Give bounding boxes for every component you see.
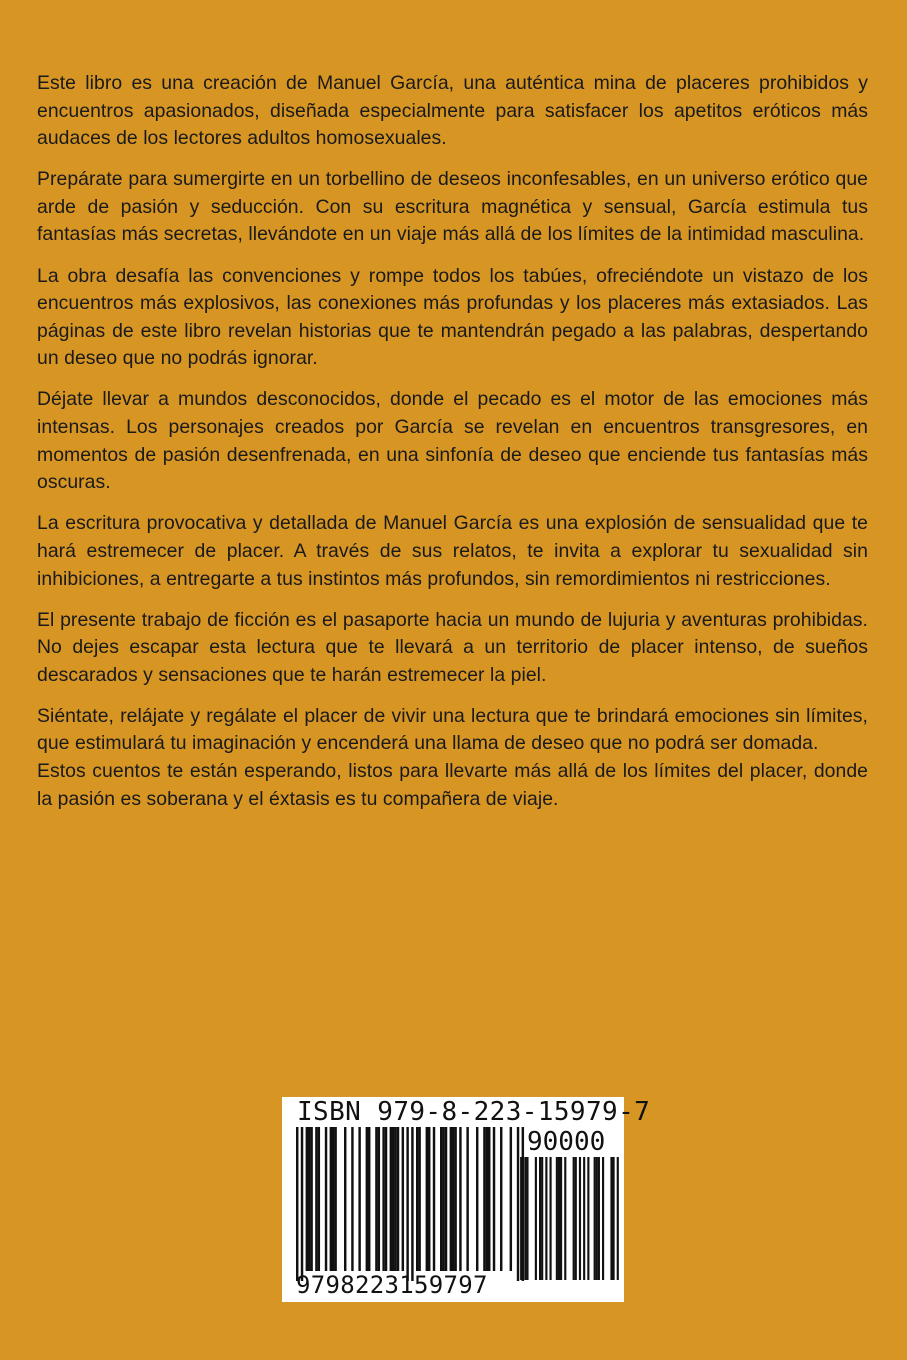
addon-bar <box>539 1157 541 1280</box>
blurb-paragraph-3: La obra desafía las convenciones y rompe todos los tabúes, ofreciéndote un vistazo de los encuentros más explosivos, las conexiones más profundas y los placeres más extasiados. Las páginas de este libro revelan historias que te mantendrán pegado a las palabras, despertando un deseo que no podrás ignorar. <box>37 264 868 370</box>
barcode-bar <box>394 1127 396 1271</box>
addon-bar <box>587 1157 589 1280</box>
addon-bar <box>535 1157 537 1280</box>
barcode-bar <box>378 1127 380 1271</box>
addon-bar <box>598 1157 600 1280</box>
barcode-bar <box>375 1127 377 1271</box>
barcode-bar <box>366 1127 368 1271</box>
addon-bar <box>610 1157 612 1280</box>
addon-bar <box>545 1157 547 1280</box>
barcode-bar <box>358 1127 360 1271</box>
blurb-paragraph-2: Prepárate para sumergirte en un torbellino de deseos inconfesables, en un universo erótico que arde de pasión y seducción. Con su escritura magnética y sensual, García estimula tus fantasías más secretas, llevándote en un viaje más allá de los límites de la intimidad masculina. <box>37 168 868 246</box>
price-addon-label: 90000 <box>527 1127 606 1157</box>
addon-bar <box>560 1157 562 1280</box>
addon-bar <box>573 1157 575 1280</box>
barcode-bar <box>332 1127 334 1271</box>
barcode-bar <box>445 1127 447 1271</box>
barcode-bar <box>330 1127 332 1271</box>
barcode-bar <box>416 1127 418 1271</box>
addon-bar <box>575 1157 577 1280</box>
barcode-bar <box>325 1127 327 1271</box>
barcode-bar <box>418 1127 420 1271</box>
addon-bar <box>602 1157 604 1280</box>
barcode-bar <box>385 1127 387 1271</box>
blurb-paragraph-1: Este libro es una creación de Manuel García, una auténtica mina de placeres prohibidos y encuentros apasionados, diseñada especialmente para satisfacer los apetitos eróticos más audaces de los lectores adultos homosexuales. <box>37 72 868 150</box>
barcode-bar <box>510 1127 512 1271</box>
barcode-bar <box>428 1127 430 1271</box>
addon-bar <box>617 1157 619 1280</box>
barcode-bar <box>442 1127 444 1271</box>
blurb-paragraph-7: Siéntate, relájate y regálate el placer de vivir una lectura que te brindará emociones sin límites, que estimulará tu imaginación y encenderá una llama de deseo que no podrá ser domada. <box>37 704 868 755</box>
barcode-bar <box>296 1127 298 1281</box>
blurb-paragraph-4: Déjate llevar a mundos desconocidos, donde el pecado es el motor de las emociones más intensas. Los personajes creados por García se revelan en encuentros transgresores, en momentos de pasión desenfrenada, en una sinfonía de deseo que enciende tus fantasías más oscuras. <box>37 388 868 494</box>
addon-bar <box>613 1157 615 1280</box>
barcode-bar <box>476 1127 478 1271</box>
barcode-bar <box>493 1127 495 1271</box>
barcode-bar <box>488 1127 490 1271</box>
barcode-bar <box>351 1127 353 1271</box>
barcode-bar <box>406 1127 408 1281</box>
addon-bar <box>526 1157 528 1280</box>
barcode-bar <box>486 1127 488 1271</box>
barcode-bar <box>426 1127 428 1271</box>
barcode-bar <box>315 1127 317 1271</box>
barcode-bar <box>411 1127 413 1281</box>
barcode-bar <box>440 1127 442 1271</box>
addon-bar <box>579 1157 581 1280</box>
addon-bar <box>558 1157 560 1280</box>
barcode-bar <box>454 1127 456 1271</box>
isbn-label: ISBN 979-8-223-15979-7 <box>297 1097 651 1127</box>
addon-bar <box>524 1157 526 1280</box>
addon-bar <box>583 1157 585 1280</box>
barcode-bar <box>344 1127 346 1271</box>
barcode-bar <box>306 1127 308 1271</box>
barcode-digits: 9798223159797 <box>296 1271 488 1299</box>
barcode-bar <box>466 1127 468 1271</box>
addon-bar <box>564 1157 566 1280</box>
isbn-barcode <box>282 1097 651 1302</box>
addon-bar <box>541 1157 543 1280</box>
barcode-bar <box>459 1127 461 1271</box>
barcode-bar <box>368 1127 370 1271</box>
barcode-bar <box>308 1127 310 1271</box>
barcode-bar <box>433 1127 435 1271</box>
barcode-bar <box>402 1127 404 1271</box>
barcode-bar <box>382 1127 384 1271</box>
addon-bar <box>556 1157 558 1280</box>
barcode-bar <box>500 1127 502 1271</box>
barcode-bar <box>517 1127 519 1281</box>
addon-bar <box>520 1157 522 1280</box>
barcode-bar <box>392 1127 394 1271</box>
blurb-paragraph-6: El presente trabajo de ficción es el pasaporte hacia un mundo de lujuria y aventuras prohibidas. No dejes escapar esta lectura que te llevará a un territorio de placer intenso, de sueños descarados y sensaciones que te harán estremecer la piel. <box>37 608 868 686</box>
addon-bar <box>550 1157 552 1280</box>
barcode-bar <box>397 1127 399 1271</box>
barcode-bar <box>318 1127 320 1271</box>
barcode-bar <box>390 1127 392 1271</box>
barcode-bar <box>310 1127 312 1271</box>
barcode-bar <box>483 1127 485 1271</box>
barcode-bar <box>450 1127 452 1271</box>
blurb-paragraph-5: La escritura provocativa y detallada de Manuel García es una explosión de sensualidad que te hará estremecer de placer. A través de sus relatos, te invita a explorar tu sexualidad sin inhibiciones, a entregarte a tus instintos más profundos, sin remordimientos ni restricciones. <box>37 512 868 590</box>
barcode-bar <box>301 1127 303 1281</box>
barcode-bar <box>334 1127 336 1271</box>
blurb-paragraph-8: Estos cuentos te están esperando, listos para llevarte más allá de los límites del placer, donde la pasión es soberana y el éxtasis es tu compañera de viaje. <box>37 760 868 810</box>
addon-bar <box>596 1157 598 1280</box>
addon-bar <box>594 1157 596 1280</box>
barcode-bar <box>452 1127 454 1271</box>
blurb-text <box>37 70 868 827</box>
